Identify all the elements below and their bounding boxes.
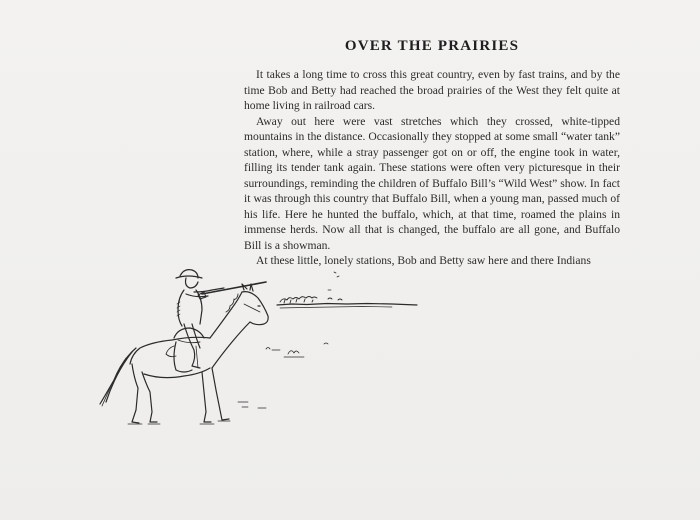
horseman-illustration: [92, 262, 422, 432]
ground-marks: [128, 421, 230, 424]
paragraph-3: At these little, lonely stations, Bob and Betty saw here and there Indians: [256, 254, 591, 267]
body-text: [244, 67, 620, 269]
page-title: OVER THE PRAIRIES: [344, 38, 520, 54]
buffalo-herd: [280, 297, 342, 304]
paragraph-1: It takes a long time to cross this great country, even by fast trains, and by the time Bob and Betty had reached the broad prairies of the West they felt quite at home living in railroad cars.: [244, 68, 620, 112]
horizon-line: [277, 304, 417, 309]
paragraph-2: Away out here were vast stretches which they crossed, white-tipped mountains in the distance. Occasionally they stopped at some small “water tank” station, where, while a stray passenger got on or off, the engine took in water, filling its tender tank again. These stations were often very picturesque in their surroundings, reminding the children of Buffalo Bill’s “Wild West” show. In fact it was through this country that Buffalo Bill, when a young man, passed much of his life. Here he hunted the buffalo, which, at that time, roamed the plains in immense herds. Now all that is changed, the buffalo are all gone, and Buffalo Bill is a showman.: [244, 114, 620, 252]
saddle: [166, 328, 204, 372]
prairie-scrub: [238, 343, 328, 408]
rider: [176, 270, 224, 368]
sky-marks: [328, 272, 339, 290]
